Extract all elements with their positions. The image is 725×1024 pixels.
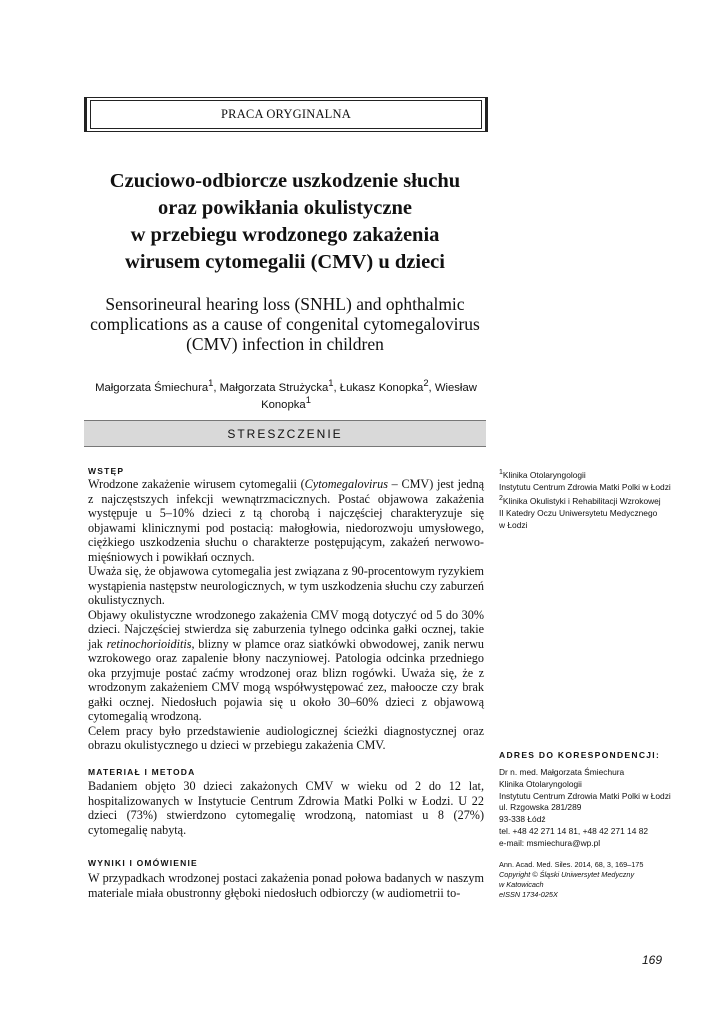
paragraph	[88, 608, 484, 724]
text-run: – CMV) jest jedną z najczęstszych infekcji wewnątrzmacicznych. Postać objawowa zakażenia występuje u 5–10% dzieci z tą chorobą i najczęściej charakteryzuje się objawami klinicznymi pod postacią: małogłowia, niedorozwoju umysłowego, ciężkiego uszkodzenia słuchu o charakterze postępującym, zakażeń nerwowo-mięśniowych i powikłań ocznych.	[88, 477, 484, 564]
section-body-wyniki	[88, 871, 484, 900]
author-separator: ,	[333, 381, 340, 394]
author-name: Małgorzata Śmiechura	[95, 381, 209, 394]
correspondence-line: Klinika Otolaryngologii	[499, 778, 582, 789]
author-affiliation-mark: 1	[208, 377, 214, 388]
affiliation-line: Klinika Otolaryngologii	[502, 469, 586, 480]
citation-block	[499, 860, 679, 900]
paragraph: W przypadkach wrodzonej postaci zakażenia ponad połowa badanych w naszym materiale miała obustronny głęboki niedosłuch odbiorczy (w audiometrii to-	[88, 871, 484, 900]
correspondence-line: Dr n. med. Małgorzata Śmiechura	[499, 767, 625, 777]
author-name: Łukasz Konopka	[339, 381, 424, 394]
abstract-heading: STRESZCZENIE	[84, 420, 486, 447]
section-heading-material: MATERIAŁ I METODA	[88, 767, 196, 777]
author-affiliation-mark: 1	[328, 377, 334, 388]
affiliation-line: II Katedry Oczu Uniwersytetu Medycznego	[499, 507, 658, 518]
paragraph: Uważa się, że objawowa cytomegalia jest związana z 90-procentowym ryzykiem wystąpienia następstw neurologicznych, w tym uszkodzenia słuchu czy zaburzeń okulistycznych.	[88, 564, 484, 607]
section-heading-wyniki: WYNIKI I OMÓWIENIE	[88, 858, 198, 868]
author-list	[84, 377, 488, 411]
eissn: eISSN 1734-025X	[499, 890, 558, 899]
paragraph: Badaniem objęto 30 dzieci zakażonych CMV w wieku od 2 do 12 lat, hospitalizowanych w Instytucie Centrum Zdrowia Matki Polki w Łodzi. U 22 dzieci (73%) stwierdzono cytomegalię wrodzoną, natomiast u 8 (27%) cytomegalię nabytą.	[88, 779, 484, 837]
author-name: Wiesław Konopka	[261, 381, 477, 411]
section-heading-wstep: WSTĘP	[88, 466, 125, 476]
author-name: Małgorzata Strużycka	[219, 381, 329, 394]
page-number: 169	[641, 953, 662, 967]
title-polish-line: Czuciowo-odbiorcze uszkodzenie słuchu	[109, 170, 461, 192]
section-body-material	[88, 779, 484, 837]
title-polish	[90, 168, 480, 276]
copyright-line: w Katowicach	[499, 880, 544, 889]
title-english-line: (CMV) infection in children	[186, 334, 384, 354]
copyright-line: Copyright © Śląski Uniwersytet Medyczny	[499, 870, 635, 879]
title-english-line: complications as a cause of congenital cytomegalovirus	[90, 314, 480, 334]
title-polish-line: oraz powikłania okulistyczne	[158, 197, 412, 219]
affiliation-line: Klinika Okulistyki i Rehabilitacji Wzrokowej	[502, 496, 661, 507]
text-run-italic: Cytomegalovirus	[304, 477, 388, 491]
affiliation	[499, 467, 679, 493]
affiliations	[499, 467, 679, 532]
correspondence-line: tel. +48 42 271 14 81, +48 42 271 14 82	[499, 825, 649, 836]
section-label: PRACA ORYGINALNA	[90, 100, 482, 129]
affiliation-mark: 1	[499, 469, 503, 476]
author-affiliation-mark: 2	[423, 377, 429, 388]
title-polish-line: wirusem cytomegalii (CMV) u dzieci	[125, 251, 445, 273]
text-run: Objawy okulistyczne wrodzonego zakażenia CMV mogą dotyczyć od 5 do 30% dzieci. Najczęściej stwierdza się zaburzenia tylnego odcinka gałki ocznej, takie jak	[88, 607, 484, 651]
title-english-line: Sensorineural hearing loss (SNHL) and ophthalmic	[105, 294, 465, 314]
author-separator: ,	[428, 381, 435, 394]
correspondence-line: ul. Rzgowska 281/289	[499, 802, 582, 813]
text-run: Wrodzone zakażenie wirusem cytomegalii (	[88, 477, 305, 491]
title-polish-line: w przebiegu wrodzonego zakażenia	[130, 224, 440, 246]
correspondence-email[interactable]: e-mail: msmiechura@wp.pl	[499, 837, 601, 848]
text-run-italic: retinochorioiditis	[106, 636, 192, 651]
journal-citation: Ann. Acad. Med. Siles. 2014, 68, 3, 169–175	[499, 860, 644, 869]
correspondence-line: 93-338 Łódź	[499, 814, 546, 825]
section-body-wstep	[88, 477, 484, 753]
correspondence-heading: ADRES DO KORESPONDENCJI:	[499, 750, 661, 760]
correspondence-address	[499, 767, 679, 850]
title-english	[80, 294, 490, 354]
affiliation-mark: 2	[499, 495, 503, 503]
paragraph: Celem pracy było przedstawienie audiologicznej ścieżki diagnostycznej oraz obrazu okulistycznego u dzieci w przebiegu zakażenia CMV.	[88, 723, 484, 752]
text-run: , blizny w plamce oraz siatkówki obwodowej, zanik nerwu wzrokowego oraz zapalenie błony naczyniowej. Patologia odcinka przedniego oka przyjmuje postać zaćmy wrodzonej oraz blizn rogówki. Uważa się, że z wrodzonym zakażeniem CMV mogą współwystępować zez, małoocze czy brak gałki ocznej. Niedosłuch pojawia się u około 30–60% dzieci z objawową cytomegalią wrodzoną.	[88, 636, 484, 723]
section-banner	[84, 97, 488, 132]
paragraph	[88, 477, 484, 564]
correspondence-line: Instytutu Centrum Zdrowia Matki Polki w Łodzi	[499, 790, 671, 801]
author-affiliation-mark: 1	[305, 393, 311, 405]
affiliation-line: w Łodzi	[499, 519, 528, 530]
author-separator: ,	[213, 381, 220, 394]
affiliation	[499, 493, 679, 531]
affiliation-line: Instytutu Centrum Zdrowia Matki Polki w Łodzi	[499, 481, 671, 492]
